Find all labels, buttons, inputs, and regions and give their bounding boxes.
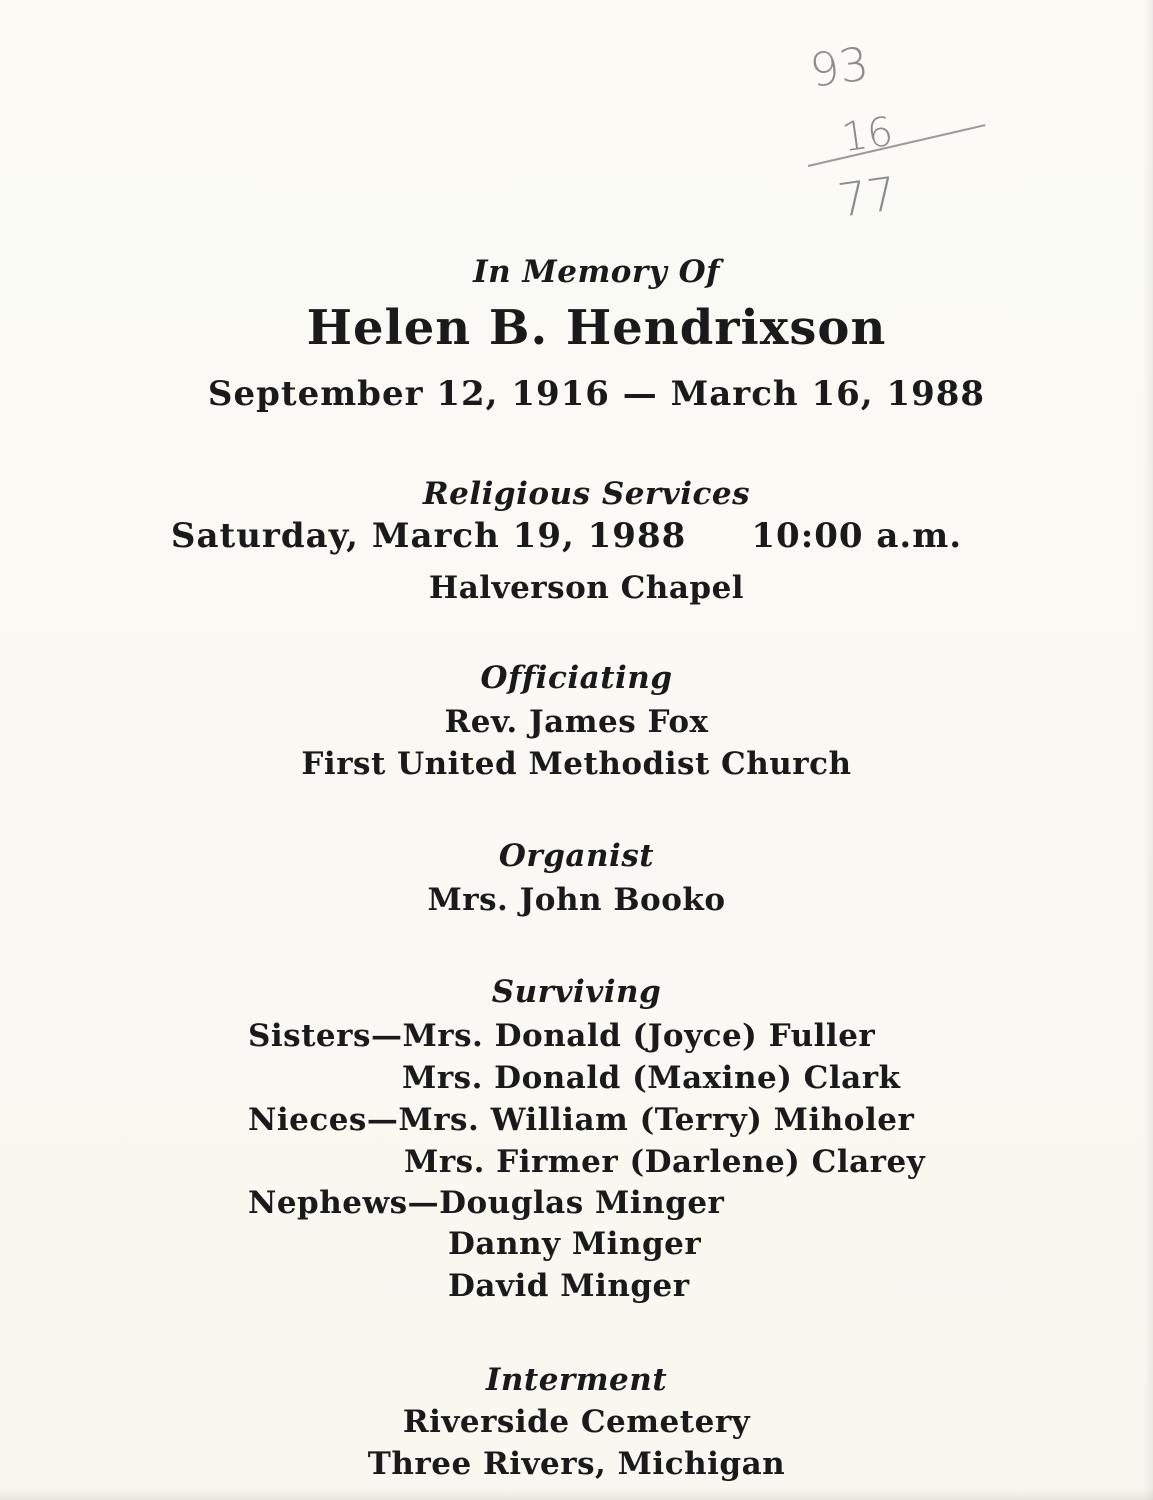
- services-datetime: [0, 516, 1153, 556]
- services-heading: Religious Services: [422, 476, 751, 512]
- surviving-nephews-2: Danny Minger: [448, 1226, 702, 1262]
- surviving-heading: Surviving: [491, 974, 662, 1010]
- officiating-name: Rev. James Fox: [444, 704, 709, 740]
- surviving-nephews-1: Nephews—Douglas Minger: [248, 1185, 725, 1221]
- services-place: Halverson Chapel: [428, 570, 745, 606]
- card-edge-shadow: [1143, 0, 1153, 1500]
- officiating-heading: Officiating: [480, 660, 673, 696]
- life-dates: September 12, 1916 — March 16, 1988: [207, 374, 986, 414]
- organist-heading: Organist: [498, 838, 655, 874]
- surviving-sisters-2: Mrs. Donald (Maxine) Clark: [402, 1060, 901, 1096]
- pencil-note-16: 16: [839, 108, 896, 162]
- officiating-church: First United Methodist Church: [301, 746, 852, 782]
- surviving-sisters-1: Sisters—Mrs. Donald (Joyce) Fuller: [248, 1018, 876, 1054]
- pencil-note-77: 77: [834, 166, 901, 228]
- pencil-sum-line: [808, 124, 986, 167]
- card-bottom-edge: [0, 1488, 1153, 1500]
- organist-name: Mrs. John Booko: [427, 882, 726, 918]
- interment-cemetery: Riverside Cemetery: [402, 1404, 751, 1440]
- surviving-nieces-2: Mrs. Firmer (Darlene) Clarey: [404, 1144, 926, 1180]
- surviving-nephews-3: David Minger: [448, 1268, 690, 1304]
- interment-heading: Interment: [485, 1362, 668, 1398]
- services-time: 10:00 a.m.: [751, 516, 963, 556]
- surviving-nieces-1: Nieces—Mrs. William (Terry) Miholer: [248, 1102, 915, 1138]
- services-date: Saturday, March 19, 1988: [170, 516, 687, 556]
- pencil-note-93: 93: [806, 36, 873, 98]
- deceased-name: Helen B. Hendrixson: [306, 300, 887, 356]
- in-memory-heading: In Memory Of: [473, 254, 720, 290]
- interment-location: Three Rivers, Michigan: [367, 1446, 786, 1482]
